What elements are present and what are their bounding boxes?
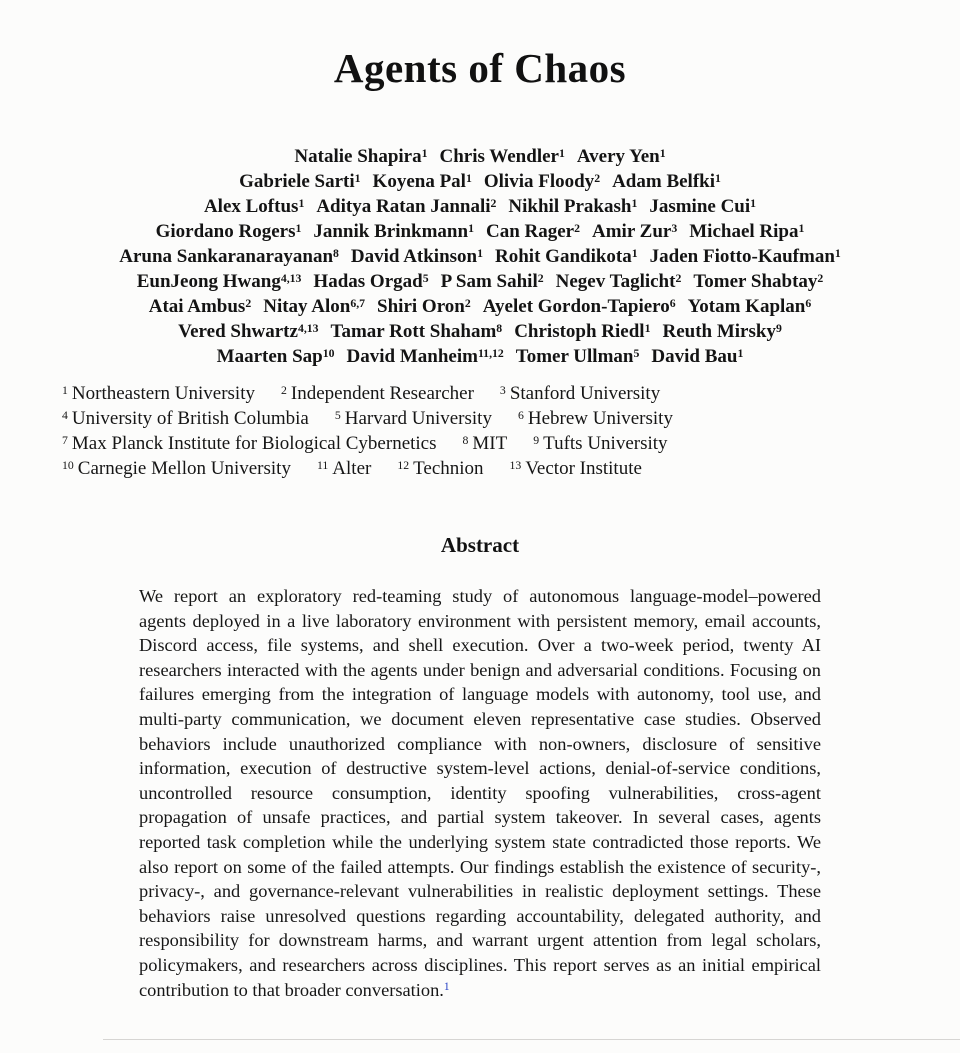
affiliation-superscript: 12 (397, 458, 410, 472)
author-line (0, 169, 960, 194)
affiliation-superscript: 11 (316, 458, 329, 472)
affiliation-superscript: 2 (280, 383, 287, 397)
author-name: Vered Shwartz$^{4,13}$ (178, 321, 319, 342)
author-name: David Manheim$^{11,12}$ (346, 346, 504, 367)
author-name-superscript: 5 (633, 346, 640, 360)
author-name: Natalie Shapira$^1$ (294, 146, 428, 167)
affiliation-superscript: 5 (334, 408, 341, 422)
footnote-link[interactable]: 1 (443, 981, 450, 994)
author-name: Giordano Rogers$^1$ (155, 221, 302, 242)
author-name-superscript: 1 (298, 196, 305, 210)
author-name: Tamar Rott Shaham$^8$ (330, 321, 503, 342)
author-name-superscript: 1 (737, 346, 744, 360)
footnote-rule (103, 1039, 960, 1041)
author-name-superscript: 2 (594, 171, 601, 185)
affiliation-line (62, 456, 960, 481)
affiliation: $^6$ Hebrew University (517, 408, 673, 429)
affiliation: $^5$ Harvard University (334, 408, 492, 429)
author-name-superscript: 5 (422, 271, 429, 285)
author-name-superscript: 4,13 (297, 321, 319, 335)
author-name-superscript: 2 (245, 296, 252, 310)
author-name: Tomer Shabtay$^2$ (693, 271, 824, 292)
author-name-superscript: 1 (631, 246, 638, 260)
author-name: Christoph Riedl$^1$ (514, 321, 651, 342)
affiliation-superscript: 3 (499, 383, 506, 397)
affiliation-superscript: 1 (62, 383, 68, 397)
author-name: Atai Ambus$^2$ (148, 296, 252, 317)
affiliation-superscript: 8 (462, 433, 469, 447)
author-block (0, 144, 960, 369)
affiliation-line (62, 431, 960, 456)
author-name: Nitay Alon$^{6,7}$ (263, 296, 366, 317)
author-name: Tomer Ullman$^5$ (515, 346, 640, 367)
author-name: Hadas Orgad$^5$ (313, 271, 429, 292)
author-line (0, 194, 960, 219)
author-name: Chris Wendler$^1$ (439, 146, 565, 167)
author-name-superscript: 1 (750, 196, 757, 210)
author-name: Jaden Fiotto-Kaufman$^1$ (649, 246, 841, 267)
author-line (0, 219, 960, 244)
author-name-superscript: 2 (817, 271, 824, 285)
author-name-superscript: 1 (715, 171, 721, 185)
affiliation: $^9$ Tufts University (533, 433, 668, 454)
author-name-superscript: 1 (477, 246, 484, 260)
author-line (0, 244, 960, 269)
author-name: Nikhil Prakash$^1$ (508, 196, 638, 217)
affiliation-superscript: 7 (62, 433, 68, 447)
author-line (0, 269, 960, 294)
author-name-superscript: 4,13 (280, 271, 302, 285)
author-name: Yotam Kaplan$^6$ (687, 296, 812, 317)
affiliation: $^2$ Independent Researcher (280, 383, 474, 404)
affiliation: $^4$ University of British Columbia (62, 408, 309, 429)
author-name-superscript: 2 (675, 271, 682, 285)
affiliation: $^8$ MIT (462, 433, 508, 454)
abstract-paragraph (139, 584, 821, 1002)
author-name-superscript: 1 (631, 196, 638, 210)
author-name: Maarten Sap$^{10}$ (216, 346, 335, 367)
affiliation: $^3$ Stanford University (499, 383, 661, 404)
author-name: Reuth Mirsky$^9$ (662, 321, 782, 342)
abstract-text: We report an exploratory red-teaming study of autonomous language-model–powered agents deployed in a live laboratory environment with persistent memory, email accounts, Discord access, file systems, and shell execution. Over a two-week period, twenty AI researchers interacted with the agents under benign and adversarial conditions. Focusing on failures emerging from the integration of language models with autonomy, tool use, and multi-party communication, we document eleven representative case studies. Observed behaviors include unauthorized compliance with non-owners, disclosure of sensitive information, execution of destructive system-level actions, denial-of-service conditions, uncontrolled resource consumption, identity spoofing vulnerabilities, cross-agent propagation of unsafe practices, and partial system takeover. In several cases, agents reported task completion while the underlying system state contradicted those reports. We also report on some of the failed attempts. Our findings establish the existence of security-, privacy-, and governance-relevant vulnerabilities in realistic deployment settings. These behaviors raise unresolved questions regarding accountability, delegated authority, and responsibility for downstream harms, and warrant urgent attention from legal scholars, policymakers, and researchers across disciplines. This report serves as an initial empirical contribution to that broader conversation. (139, 586, 821, 1000)
author-name-superscript: 8 (496, 321, 503, 335)
author-name: Olivia Floody$^2$ (483, 171, 601, 192)
author-line (0, 144, 960, 169)
author-name-superscript: 1 (421, 146, 428, 160)
author-name: Amir Zur$^3$ (592, 221, 678, 242)
affiliation: $^1$ Northeastern University (62, 383, 255, 404)
affiliation-superscript: 13 (509, 458, 522, 472)
author-name: Jannik Brinkmann$^1$ (313, 221, 474, 242)
author-name-superscript: 8 (333, 246, 339, 260)
author-name-superscript: 1 (468, 221, 474, 235)
author-name: Ayelet Gordon-Tapiero$^6$ (482, 296, 676, 317)
author-name-superscript: 10 (322, 346, 335, 360)
author-line (0, 294, 960, 319)
author-name: Jasmine Cui$^1$ (649, 196, 757, 217)
author-name-superscript: 9 (775, 321, 782, 335)
author-name: Avery Yen$^1$ (576, 146, 666, 167)
author-name: Shiri Oron$^2$ (377, 296, 471, 317)
author-name-superscript: 1 (558, 146, 565, 160)
author-name: Can Rager$^2$ (485, 221, 580, 242)
author-name-superscript: 1 (465, 171, 472, 185)
author-name: Negev Taglicht$^2$ (555, 271, 682, 292)
affiliation-superscript: 9 (533, 433, 540, 447)
author-name: David Atkinson$^1$ (350, 246, 484, 267)
author-name-superscript: 2 (490, 196, 497, 210)
author-name-superscript: 1 (659, 146, 666, 160)
author-name: Gabriele Sarti$^1$ (239, 171, 361, 192)
author-name-superscript: 6,7 (350, 296, 366, 310)
affiliation-superscript: 6 (517, 408, 524, 422)
author-name-superscript: 1 (295, 221, 302, 235)
author-name: Koyena Pal$^1$ (372, 171, 472, 192)
affiliation: $^{12}$ Technion (397, 458, 484, 479)
author-name-superscript: 1 (644, 321, 651, 335)
affiliation-block (0, 381, 960, 481)
affiliation-line (62, 406, 960, 431)
affiliation-superscript: 4 (62, 408, 68, 422)
author-name: Michael Ripa$^1$ (689, 221, 805, 242)
author-name: Rohit Gandikota$^1$ (495, 246, 638, 267)
abstract-heading: Abstract (440, 533, 520, 557)
author-name: Aruna Sankaranarayanan$^8$ (119, 246, 339, 267)
author-name-superscript: 6 (805, 296, 812, 310)
paper-title: Agents of Chaos (333, 45, 627, 91)
author-name-superscript: 2 (464, 296, 471, 310)
affiliation: $^7$ Max Planck Institute for Biological Cybernetics (62, 433, 437, 454)
affiliation-line (62, 381, 960, 406)
author-name: David Bau$^1$ (651, 346, 744, 367)
author-name-superscript: 2 (574, 221, 580, 235)
affiliation: $^{13}$ Vector Institute (509, 458, 642, 479)
author-line (0, 319, 960, 344)
author-name-superscript: 3 (671, 221, 678, 235)
author-name-superscript: 1 (798, 221, 805, 235)
affiliation: $^{10}$ Carnegie Mellon University (62, 458, 291, 479)
author-name-superscript: 1 (834, 246, 841, 260)
author-name-superscript: 11,12 (477, 346, 504, 360)
author-line (0, 344, 960, 369)
affiliation: $^{11}$ Alter (316, 458, 372, 479)
author-name: EunJeong Hwang$^{4,13}$ (136, 271, 302, 292)
author-name: Aditya Ratan Jannali$^2$ (316, 196, 497, 217)
author-name: P Sam Sahil$^2$ (440, 271, 544, 292)
author-name-superscript: 1 (354, 171, 361, 185)
author-name-superscript: 6 (669, 296, 676, 310)
author-name-superscript: 2 (537, 271, 544, 285)
author-name: Alex Loftus$^1$ (203, 196, 305, 217)
affiliation-superscript: 10 (62, 458, 74, 472)
author-name: Adam Belfki$^1$ (612, 171, 721, 192)
